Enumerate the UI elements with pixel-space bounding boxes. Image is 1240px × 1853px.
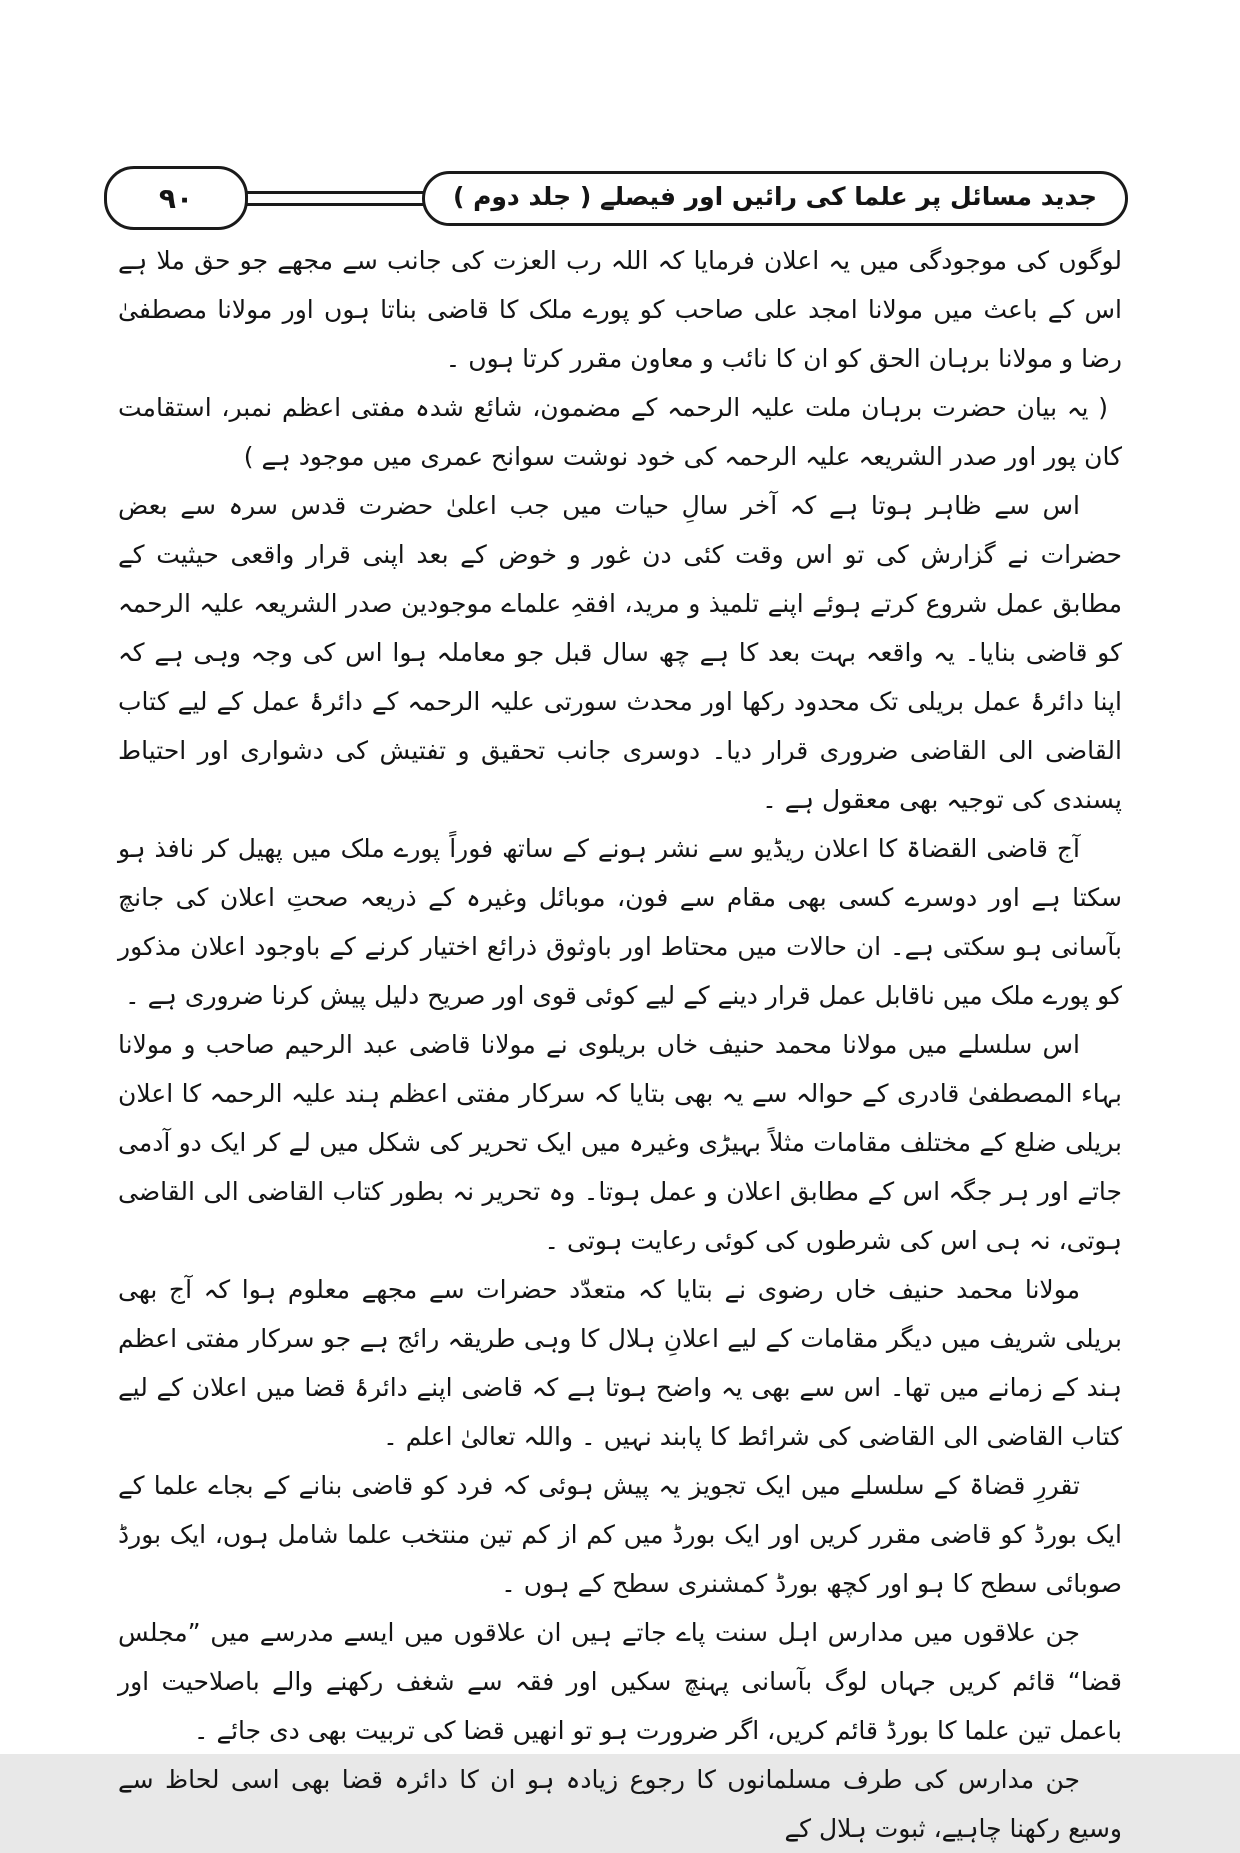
page-number-badge (104, 166, 248, 230)
header-double-rule (242, 191, 428, 206)
body-paragraph: مولانا محمد حنیف خاں رضوی نے بتایا کہ متعدّد حضرات سے مجھے معلوم ہوا کہ آج بھی بریلی شریف میں دیگر مقامات کے لیے اعلانِ ہلال کا وہی طریقہ رائج ہے جو سرکار مفتی اعظم ہند کے زمانے میں تھا۔ اس سے بھی یہ واضح ہوتا ہے کہ قاضی اپنے دائرۂ قضا میں اعلان کے لیے کتاب القاضی الی القاضی کی شرائط کا پابند نہیں ۔ واللہ تعالیٰ اعلم ۔ (118, 1275, 1122, 1451)
book-title: جدید مسائل پر علما کی رائیں اور فیصلے ( جلد دوم ) (452, 181, 1097, 211)
page-number: ۹۰ (158, 181, 194, 215)
source-note-paragraph: ( یہ بیان حضرت برہان ملت علیہ الرحمہ کے مضمون، شائع شدہ مفتی اعظم نمبر، استقامت کان پور اور صدر الشریعہ علیہ الرحمہ کی خود نوشت سوانح عمری میں موجود ہے ) (118, 393, 1122, 471)
body-paragraph: اس سے ظاہر ہوتا ہے کہ آخر سالِ حیات میں جب اعلیٰ حضرت قدس سرہ سے بعض حضرات نے گزارش کی تو اس وقت کئی دن غور و خوض کے بعد اپنی قرار واقعی حیثیت کے مطابق عمل شروع کرتے ہوئے اپنے تلمیذ و مرید، افقہِ علماے موجودین صدر الشریعہ علیہ الرحمہ کو قاضی بنایا۔ یہ واقعہ بہت بعد کا ہے چھ سال قبل جو معاملہ ہوا اس کی وجہ وہی ہے کہ اپنا دائرۂ عمل بریلی تک محدود رکھا اور محدث سورتی علیہ الرحمہ کے دائرۂ عمل کے لیے کتاب القاضی الی القاضی ضروری قرار دیا۔ دوسری جانب تحقیق و تفتیش کی دشواری اور احتیاط پسندی کی توجیہ بھی معقول ہے ۔ (118, 491, 1122, 814)
body-paragraph: تقررِ قضاۃ کے سلسلے میں ایک تجویز یہ پیش ہوئی کہ فرد کو قاضی بنانے کے بجاے علما کے ایک بورڈ کو قاضی مقرر کریں اور ایک بورڈ میں کم از کم تین منتخب علما شامل ہوں، ایک بورڈ صوبائی سطح کا ہو اور کچھ بورڈ کمشنری سطح کے ہوں ۔ (118, 1471, 1122, 1598)
body-paragraph: جن علاقوں میں مدارس اہل سنت پاے جاتے ہیں ان علاقوں میں ایسے مدرسے میں ”مجلس قضا“ قائم کریں جہاں لوگ بآسانی پہنچ سکیں اور فقہ سے شغف رکھنے والے باصلاحیت اور باعمل تین علما کا بورڈ قائم کریں، اگر ضرورت ہو تو انھیں قضا کی تربیت بھی دی جائے ۔ (118, 1618, 1122, 1745)
paragraphs (118, 236, 1122, 1853)
body-paragraph: آج قاضی القضاۃ کا اعلان ریڈیو سے نشر ہونے کے ساتھ فوراً پورے ملک میں پھیل کر نافذ ہو سکتا ہے اور دوسرے کسی بھی مقام سے فون، موبائل وغیرہ کے ذریعہ صحتِ اعلان کی جانچ بآسانی ہو سکتی ہے۔ ان حالات میں محتاط اور باوثوق ذرائع اختیار کرنے کے باوجود اعلان مذکور کو پورے ملک میں ناقابل عمل قرار دینے کے لیے کوئی قوی اور صریح دلیل پیش کرنا ضروری ہے ۔ (118, 834, 1122, 1010)
body-paragraph: اس سلسلے میں مولانا محمد حنیف خاں بریلوی نے مولانا قاضی عبد الرحیم صاحب و مولانا بہاء المصطفیٰ قادری کے حوالہ سے یہ بھی بتایا کہ سرکار مفتی اعظم ہند علیہ الرحمہ کا اعلان بریلی ضلع کے مختلف مقامات مثلاً بہیڑی وغیرہ میں ایک تحریر کی شکل میں لے کر ایک دو آدمی جاتے اور ہر جگہ اس کے مطابق اعلان و عمل ہوتا۔ وہ تحریر نہ بطور کتاب القاضی الی القاضی ہوتی، نہ ہی اس کی شرطوں کی کوئی رعایت ہوتی ۔ (118, 1030, 1122, 1255)
book-title-capsule (422, 171, 1128, 226)
body-paragraph: لوگوں کی موجودگی میں یہ اعلان فرمایا کہ اللہ رب العزت کی جانب سے مجھے جو حق ملا ہے اس کے باعث میں مولانا امجد علی صاحب کو پورے ملک کا قاضی بناتا ہوں اور مولانا مصطفیٰ رضا و مولانا برہان الحق کو ان کا نائب و معاون مقرر کرتا ہوں ۔ (118, 246, 1122, 373)
page-header (104, 166, 1128, 230)
body-paragraph: جن مدارس کی طرف مسلمانوں کا رجوع زیادہ ہو ان کا دائرہ قضا بھی اسی لحاظ سے وسیع رکھنا چاہیے، ثبوت ہلال کے (118, 1765, 1122, 1843)
